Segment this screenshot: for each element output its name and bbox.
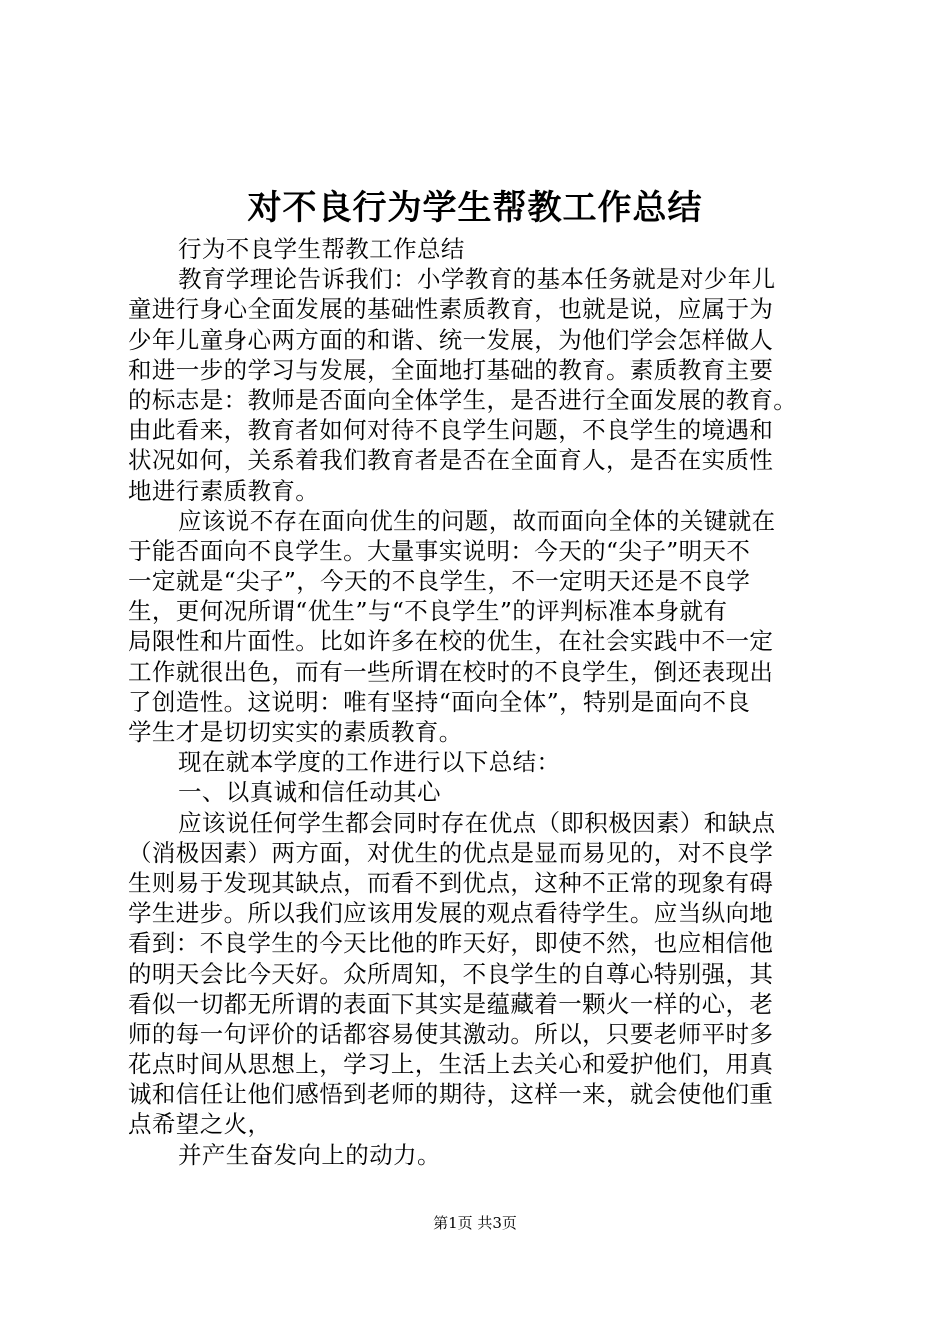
- text-line: 由此看来，教育者如何对待不良学生问题，不良学生的境遇和: [128, 416, 774, 445]
- page-footer: 第1页 共3页: [433, 1214, 517, 1232]
- text-line: （消极因素）两方面，对优生的优点是显而易见的，对不良学: [128, 838, 774, 867]
- text-line: 点希望之火，: [128, 1110, 272, 1139]
- text-line: 行为不良学生帮教工作总结: [178, 235, 465, 263]
- text-line: 了创造性。这说明：唯有坚持“面向全体”，特别是面向不良: [128, 687, 751, 716]
- text-line: 和进一步的学习与发展，全面地打基础的教育。素质教育主要: [128, 355, 774, 384]
- text-line: 一、以真诚和信任动其心: [178, 778, 441, 807]
- text-line: 于能否面向不良学生。大量事实说明：今天的“尖子”明天不: [128, 536, 751, 565]
- text-line: 的明天会比今天好。众所周知，不良学生的自尊心特别强，其: [128, 959, 774, 988]
- text-line: 一定就是“尖子”，今天的不良学生，不一定明天还是不良学: [128, 567, 751, 596]
- text-line: 学生进步。所以我们应该用发展的观点看待学生。应当纵向地: [128, 899, 774, 928]
- text-line: 看到：不良学生的今天比他的昨天好，即使不然，也应相信他: [128, 929, 774, 958]
- text-line: 工作就很出色，而有一些所谓在校时的不良学生，倒还表现出: [128, 657, 774, 686]
- text-line: 看似一切都无所谓的表面下其实是蕴藏着一颗火一样的心，老: [128, 989, 774, 1018]
- text-line: 童进行身心全面发展的基础性素质教育，也就是说，应属于为: [128, 295, 774, 324]
- document-title: 对不良行为学生帮教工作总结: [247, 188, 703, 228]
- text-line: 地进行素质教育。: [128, 476, 320, 505]
- document-body: [128, 234, 848, 1170]
- text-line: 花点时间从思想上，学习上，生活上去关心和爱护他们，用真: [128, 1050, 774, 1079]
- text-line: 的标志是：教师是否面向全体学生，是否进行全面发展的教育。: [128, 385, 798, 414]
- text-line: 应该说不存在面向优生的问题，故而面向全体的关键就在: [178, 506, 776, 535]
- text-line: 生则易于发现其缺点，而看不到优点，这种不正常的现象有碍: [128, 868, 774, 897]
- text-line: 现在就本学度的工作进行以下总结：: [178, 748, 561, 777]
- text-line: 应该说任何学生都会同时存在优点（即积极因素）和缺点: [178, 808, 776, 837]
- text-line: 学生才是切切实实的素质教育。: [128, 718, 463, 746]
- text-line: 教育学理论告诉我们：小学教育的基本任务就是对少年儿: [178, 265, 776, 294]
- text-line: 并产生奋发向上的动力。: [178, 1140, 441, 1169]
- text-line: 少年儿童身心两方面的和谐、统一发展，为他们学会怎样做人: [128, 325, 774, 354]
- text-line: 状况如何，关系着我们教育者是否在全面育人，是否在实质性: [128, 446, 774, 475]
- text-line: 师的每一句评价的话都容易使其激动。所以，只要老师平时多: [128, 1019, 774, 1048]
- text-line: 局限性和片面性。比如许多在校的优生，在社会实践中不一定: [128, 627, 774, 656]
- text-line: 生，更何况所谓“优生”与“不良学生”的评判标准本身就有: [128, 597, 728, 626]
- text-line: 诚和信任让他们感悟到老师的期待，这样一来，就会使他们重: [128, 1080, 774, 1109]
